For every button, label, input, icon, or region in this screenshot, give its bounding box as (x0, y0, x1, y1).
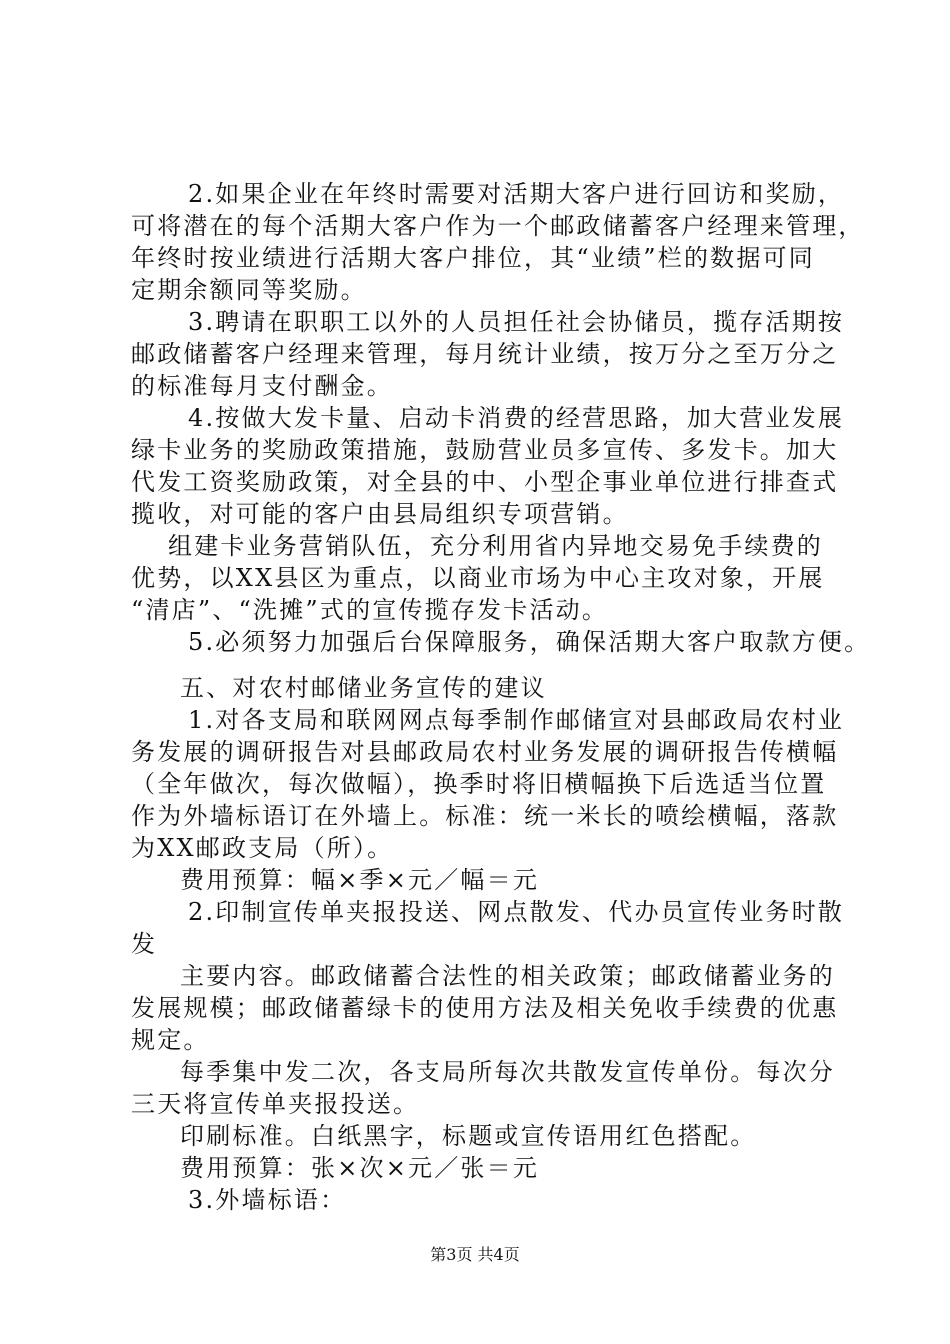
text-line: 务发展的调研报告对县邮政局农村业务发展的调研报告传横幅 (131, 738, 839, 766)
text-line: 年终时按业绩进行活期大客户排位，其“业绩”栏的数据可同 (131, 244, 815, 272)
text-line: （全年做次，每次做幅），换季时将旧横幅换下后选适当位置 (131, 770, 827, 798)
page-footer: 第3页 共4页 (430, 1245, 520, 1264)
text-line: 可将潜在的每个活期大客户作为一个邮政储蓄客户经理来管理， (131, 212, 865, 240)
text-line: 代发工资奖励政策，对全县的中、小型企事业单位进行排查式 (131, 468, 839, 496)
text-line: 优势，以XX县区为重点，以商业市场为中心主攻对象，开展 (131, 564, 825, 592)
text-line: 发展规模；邮政储蓄绿卡的使用方法及相关免收手续费的优惠 (131, 994, 839, 1022)
text-line: 4.按做大发卡量、启动卡消费的经营思路，加大营业发展 (188, 404, 845, 432)
text-line: 2.如果企业在年终时需要对活期大客户进行回访和奖励， (188, 180, 845, 208)
text-line: 发 (131, 930, 158, 958)
text-line: 的标准每月支付酬金。 (131, 372, 393, 400)
text-line: 5.必须努力加强后台保障服务，确保活期大客户取款方便。 (188, 628, 871, 656)
text-line: 3.聘请在职职工以外的人员担任社会协储员，揽存活期按 (188, 308, 845, 336)
text-line: 绿卡业务的奖励政策措施，鼓励营业员多宣传、多发卡。加大 (131, 436, 839, 464)
text-line: 规定。 (131, 1026, 210, 1054)
text-line: 五、对农村邮储业务宣传的建议 (180, 674, 547, 702)
text-line: 邮政储蓄客户经理来管理，每月统计业绩，按万分之至万分之 (131, 340, 839, 368)
text-line: 每季集中发二次，各支局所每次共散发宣传单份。每次分 (180, 1058, 835, 1086)
text-line: 定期余额同等奖励。 (131, 276, 367, 304)
text-line: 作为外墙标语订在外墙上。标准：统一米长的喷绘横幅，落款 (131, 802, 839, 830)
text-line: 1.对各支局和联网网点每季制作邮储宣对县邮政局农村业 (188, 706, 845, 734)
text-line: 费用预算：幅×季×元／幅＝元 (180, 866, 540, 894)
text-line: 3.外墙标语： (188, 1186, 347, 1214)
text-line: 揽收，对可能的客户由县局组织专项营销。 (131, 500, 629, 528)
text-line: 组建卡业务营销队伍，充分利用省内异地交易免手续费的 (168, 532, 823, 560)
text-line: 三天将宣传单夹报投送。 (131, 1090, 420, 1118)
text-line: 印刷标准。白纸黑字，标题或宣传语用红色搭配。 (180, 1122, 757, 1150)
text-line: 主要内容。邮政储蓄合法性的相关政策；邮政储蓄业务的 (180, 962, 835, 990)
text-line: 为XX邮政支局（所）。 (131, 834, 394, 862)
text-line: 费用预算：张×次×元／张＝元 (180, 1154, 540, 1182)
text-line: “清店”、“洗摊”式的宣传揽存发卡活动。 (131, 596, 609, 624)
text-line: 2.印制宣传单夹报投送、网点散发、代办员宣传业务时散 (188, 898, 845, 926)
